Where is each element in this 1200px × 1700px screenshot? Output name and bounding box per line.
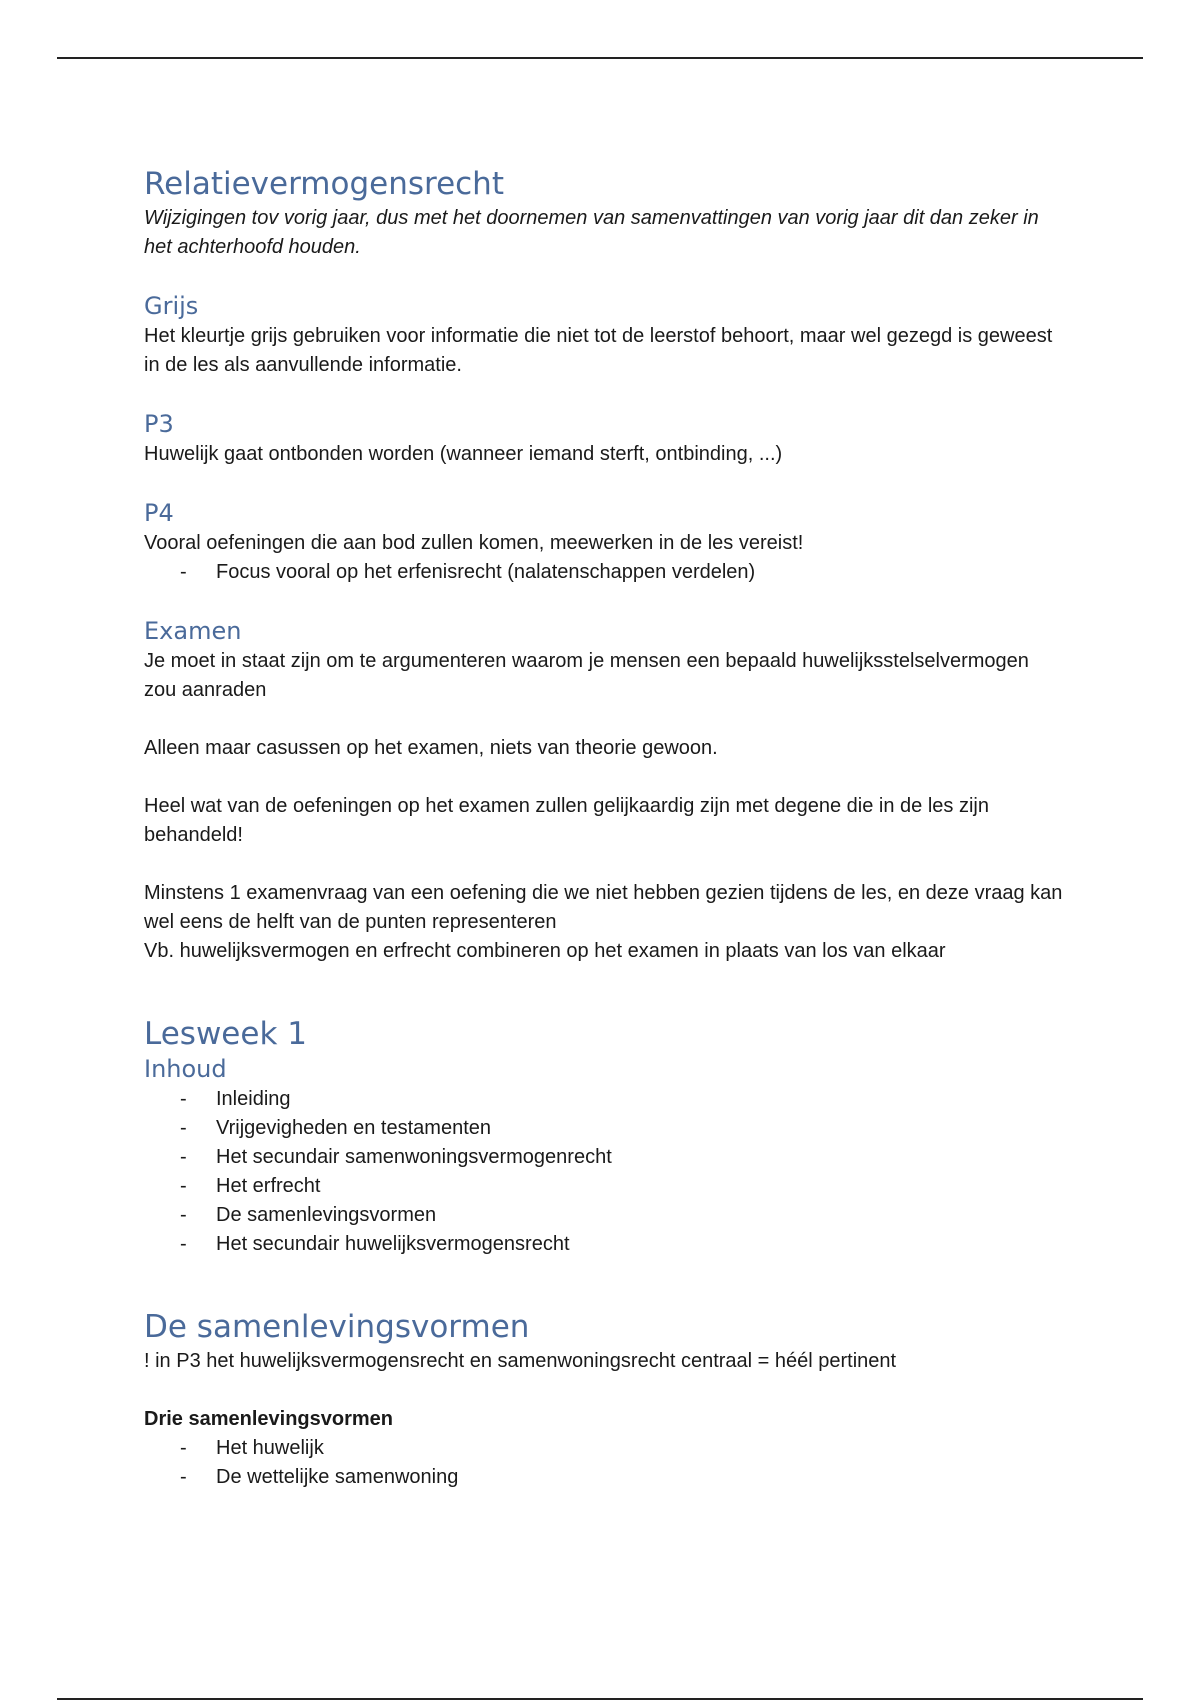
examen-paragraph-4: Minstens 1 examenvraag van een oefening die we niet hebben gezien tijdens de les, en deze vraag kan wel eens de helft van de punten representeren xyxy=(144,882,1063,933)
list-item: - Inleiding xyxy=(144,1085,1064,1114)
p4-text: Vooral oefeningen die aan bod zullen komen, meewerken in de les vereist! xyxy=(144,532,804,554)
heading-p3: P3 xyxy=(144,410,174,438)
heading-p4: P4 xyxy=(144,499,174,527)
list-item: - De samenlevingsvormen xyxy=(144,1201,1064,1230)
samenleving-bold-label: Drie samenlevingsvormen xyxy=(144,1408,393,1430)
list-item: - Het huwelijk xyxy=(144,1434,1064,1463)
header-rule xyxy=(57,57,1143,59)
list-item: - Focus vooral op het erfenisrecht (nalatenschappen verdelen) xyxy=(144,558,1064,587)
examen-paragraph-3: Heel wat van de oefeningen op het examen zullen gelijkaardig zijn met degene die in de les zijn behandeld! xyxy=(144,795,989,846)
intro-text: Wijzigingen tov vorig jaar, dus met het doornemen van samenvattingen van vorig jaar dit dan zeker in het achterhoofd houden. xyxy=(144,207,1039,258)
list-item: - Het secundair huwelijksvermogensrecht xyxy=(144,1230,1064,1259)
p4-list xyxy=(144,558,1064,587)
samenleving-note: ! in P3 het huwelijksvermogensrecht en samenwoningsrecht centraal = héél pertinent xyxy=(144,1350,897,1372)
document-title: Relatievermogensrecht xyxy=(144,166,504,202)
samenleving-list xyxy=(144,1434,1064,1492)
heading-samenlevingsvormen: De samenlevingsvormen xyxy=(144,1309,530,1345)
heading-grijs: Grijs xyxy=(144,292,199,320)
document-body xyxy=(144,164,1064,1492)
list-item: - Het secundair samenwoningsvermogenrecht xyxy=(144,1143,1064,1172)
list-item: - De wettelijke samenwoning xyxy=(144,1463,1064,1492)
list-item: - Het erfrecht xyxy=(144,1172,1064,1201)
examen-paragraph-2: Alleen maar casussen op het examen, niets van theorie gewoon. xyxy=(144,737,718,759)
p3-text: Huwelijk gaat ontbonden worden (wanneer iemand sterft, ontbinding, ...) xyxy=(144,443,783,465)
list-item: - Vrijgevigheden en testamenten xyxy=(144,1114,1064,1143)
examen-paragraph-1: Je moet in staat zijn om te argumenteren waarom je mensen een bepaald huwelijksstelselvermogen zou aanraden xyxy=(144,650,1029,701)
grijs-text: Het kleurtje grijs gebruiken voor informatie die niet tot de leerstof behoort, maar wel gezegd is geweest in de les als aanvullende informatie. xyxy=(144,325,1053,376)
heading-inhoud: Inhoud xyxy=(144,1055,227,1083)
examen-paragraph-5: Vb. huwelijksvermogen en erfrecht combineren op het examen in plaats van los van elkaar xyxy=(144,940,946,962)
inhoud-list xyxy=(144,1085,1064,1259)
heading-examen: Examen xyxy=(144,617,242,645)
heading-lesweek: Lesweek 1 xyxy=(144,1016,307,1052)
